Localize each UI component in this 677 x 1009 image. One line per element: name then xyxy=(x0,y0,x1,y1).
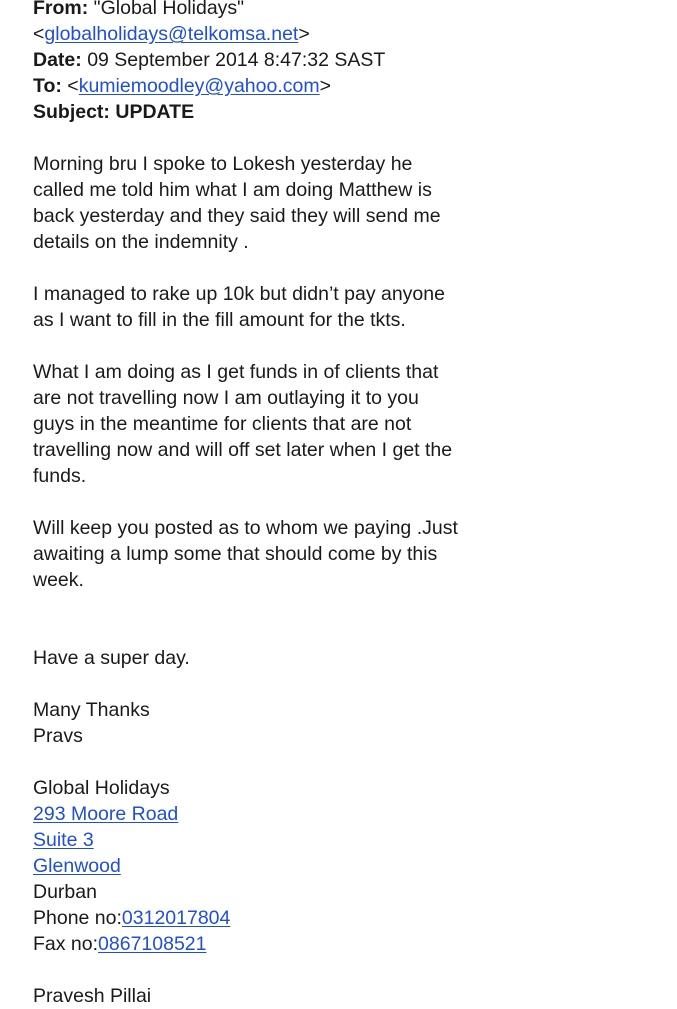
date-label: Date: xyxy=(33,49,82,71)
subject-label: Subject: xyxy=(33,101,110,123)
to-email-link[interactable]: kumiemoodley@yahoo.com xyxy=(78,75,320,97)
body-line: called me told him what I am doing Matthew is xyxy=(33,179,432,201)
signature-address-line-2 xyxy=(33,827,653,853)
body-line: funds. xyxy=(33,465,87,487)
body-line: awaiting a lump some that should come by this xyxy=(33,543,438,565)
signature-company: Global Holidays xyxy=(33,777,170,799)
to-email-open: < xyxy=(67,75,79,97)
body-line: travelling now and will off set later when I get the xyxy=(33,439,453,461)
body-line: back yesterday and they said they will send me xyxy=(33,205,441,227)
signature xyxy=(33,775,653,1009)
sender-name: Pravs xyxy=(33,725,83,747)
from-email-open: < xyxy=(33,23,45,45)
body-paragraph-1 xyxy=(33,151,653,255)
from-label: From: xyxy=(33,0,89,19)
address-link-suite[interactable]: Suite 3 xyxy=(33,829,94,851)
from-name: "Global Holidays" xyxy=(93,0,245,19)
closing: Many Thanks xyxy=(33,699,150,721)
body-line: Will keep you posted as to whom we paying .Just xyxy=(33,517,458,539)
signature-city: Durban xyxy=(33,881,97,903)
phone-link[interactable]: 0312017804 xyxy=(121,907,231,929)
date-value: 09 September 2014 8:47:32 SAST xyxy=(87,49,386,71)
signature-address-line-1 xyxy=(33,801,653,827)
subject-row xyxy=(33,99,653,125)
body-paragraph-2 xyxy=(33,281,653,333)
phone-label: Phone no: xyxy=(33,907,122,929)
signature-address-line-3 xyxy=(33,853,653,879)
fax-link[interactable]: 0867108521 xyxy=(98,933,207,955)
fax-label: Fax no: xyxy=(33,933,99,955)
subject-value: UPDATE xyxy=(115,101,195,123)
to-row xyxy=(33,73,653,99)
to-label: To: xyxy=(33,75,62,97)
from-row xyxy=(33,0,653,21)
from-email-row xyxy=(33,21,653,47)
signature-full-name: Pravesh Pillai xyxy=(33,985,152,1007)
date-row xyxy=(33,47,653,73)
body-line: What I am doing as I get funds in of clients that xyxy=(33,361,439,383)
body-paragraph-3 xyxy=(33,359,653,489)
signature-fax-row xyxy=(33,931,653,957)
body-paragraph-4 xyxy=(33,515,653,593)
from-email-link[interactable]: globalholidays@telkomsa.net xyxy=(44,23,299,45)
email-message xyxy=(33,0,653,1009)
body-line: details on the indemnity . xyxy=(33,231,249,253)
body-line: Morning bru I spoke to Lokesh yesterday he xyxy=(33,153,413,175)
body-line: are not travelling now I am outlaying it to you xyxy=(33,387,419,409)
signature-phone-row xyxy=(33,905,653,931)
address-link-suburb[interactable]: Glenwood xyxy=(33,855,121,877)
from-email-close: > xyxy=(298,23,310,45)
body-line: guys in the meantime for clients that are not xyxy=(33,413,412,435)
body-line: week. xyxy=(33,569,84,591)
greeting: Have a super day. xyxy=(33,647,190,669)
address-link-street[interactable]: 293 Moore Road xyxy=(33,803,179,825)
to-email-close: > xyxy=(319,75,331,97)
body-line: I managed to rake up 10k but didn’t pay anyone xyxy=(33,283,445,305)
body-line: as I want to fill in the fill amount for the tkts. xyxy=(33,309,406,331)
